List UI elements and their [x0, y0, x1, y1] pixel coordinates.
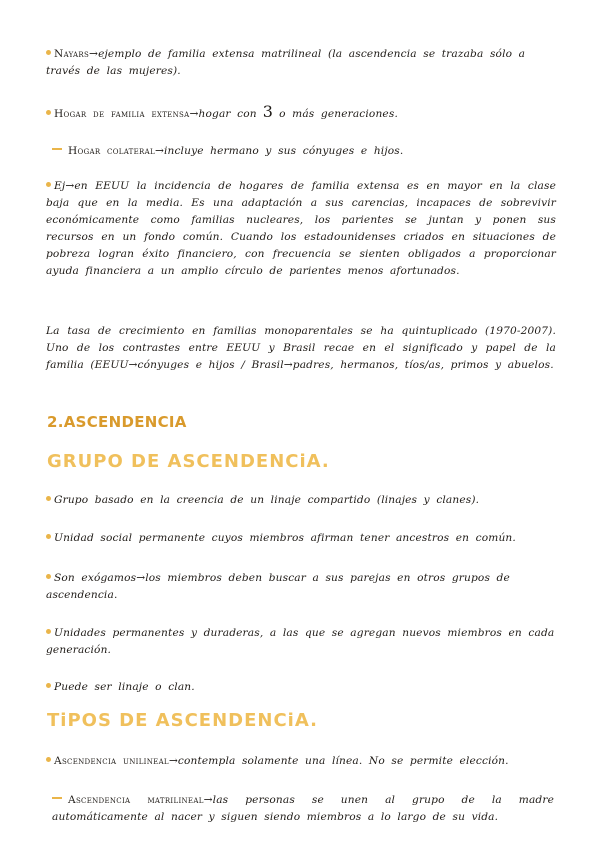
bullet-icon [46, 182, 51, 187]
grupo-item [46, 679, 556, 696]
grupo-item-text: Puede ser linaje o clan. [54, 681, 195, 693]
bullet-icon [46, 496, 51, 501]
note-hogar-colateral [52, 143, 562, 160]
note-nayars [46, 46, 556, 80]
grupo-item-text: Unidades permanentes y duraderas, a las que se agregan nuevos miembros en cada generación. [46, 627, 555, 656]
subtitle-tipos: TiPOS DE ASCENDENCiA. [47, 710, 318, 731]
hogar-extensa-number: 3 [262, 102, 274, 121]
grupo-item [46, 492, 556, 509]
bullet-icon [46, 757, 51, 762]
bullet-icon [46, 110, 51, 115]
grupo-item [46, 625, 556, 659]
note-unilineal [46, 753, 556, 770]
bullet-icon [46, 534, 51, 539]
bullet-icon [46, 629, 51, 634]
unilineal-text: →contempla solamente una línea. No se permite elección. [168, 755, 509, 767]
matrilineal-text: →las personas se unen al grupo de la madre automáticamente al nacer y siguen siendo miembros a lo largo de su vida. [52, 794, 554, 823]
dash-icon [52, 797, 62, 799]
grupo-item-text: Son exógamos→los miembros deben buscar a sus parejas en otros grupos de ascendencia. [46, 572, 510, 601]
nayars-text: →ejemplo de familia extensa matrilineal (la ascendencia se trazaba sólo a través de las mujeres). [46, 48, 526, 77]
section-title: 2.ASCENDENCIA [47, 413, 187, 431]
subtitle-grupo: GRUPO DE ASCENDENCiA. [47, 451, 330, 472]
grupo-item [46, 570, 556, 604]
term-matrilineal: Ascendencia matrilineal [68, 794, 204, 806]
tasa-text: La tasa de crecimiento en familias monoparentales se ha quintuplicado (1970-2007). Uno de los contrastes entre EEUU y Brasil recae en el significado y papel de la familia (EEUU→cónyuges e hijos / Brasil→padres, hermanos, tíos/as, primos y abuelos. [46, 325, 556, 371]
grupo-item-text: Grupo basado en la creencia de un linaje compartido (linajes y clanes). [54, 494, 480, 506]
note-hogar-extensa [46, 103, 556, 123]
term-nayars: Nayars [54, 48, 90, 60]
grupo-item [46, 530, 556, 547]
term-hogar-extensa: Hogar de familia extensa [54, 108, 190, 120]
note-matrilineal [52, 792, 554, 826]
term-hogar-colateral: Hogar colateral [68, 145, 155, 157]
grupo-item-text: Unidad social permanente cuyos miembros afirman tener ancestros en común. [54, 532, 516, 544]
hogar-extensa-pre: →hogar con [189, 108, 257, 120]
eeuu-text: Ej→en EEUU la incidencia de hogares de familia extensa es en mayor en la clase baja que en la media. Es una adaptación a sus carencias, incapaces de sobrevivir económicamente como familias nucleares, los parientes se juntan y ponen sus recursos en un fondo común. Cuando los estadounidenses criados en situaciones de pobreza logran éxito financiero, con frecuencia se sienten obligados a proporcionar ayuda financiera a un amplio círculo de parientes menos afortunados. [46, 180, 556, 277]
bullet-icon [46, 50, 51, 55]
hogar-colateral-text: →incluye hermano y sus cónyuges e hijos. [154, 145, 404, 157]
bullet-icon [46, 683, 51, 688]
note-tasa [46, 323, 556, 374]
hogar-extensa-post: o más generaciones. [279, 108, 398, 120]
term-unilineal: Ascendencia unilineal [54, 755, 169, 767]
note-eeuu [46, 178, 556, 280]
bullet-icon [46, 574, 51, 579]
dash-icon [52, 148, 62, 150]
